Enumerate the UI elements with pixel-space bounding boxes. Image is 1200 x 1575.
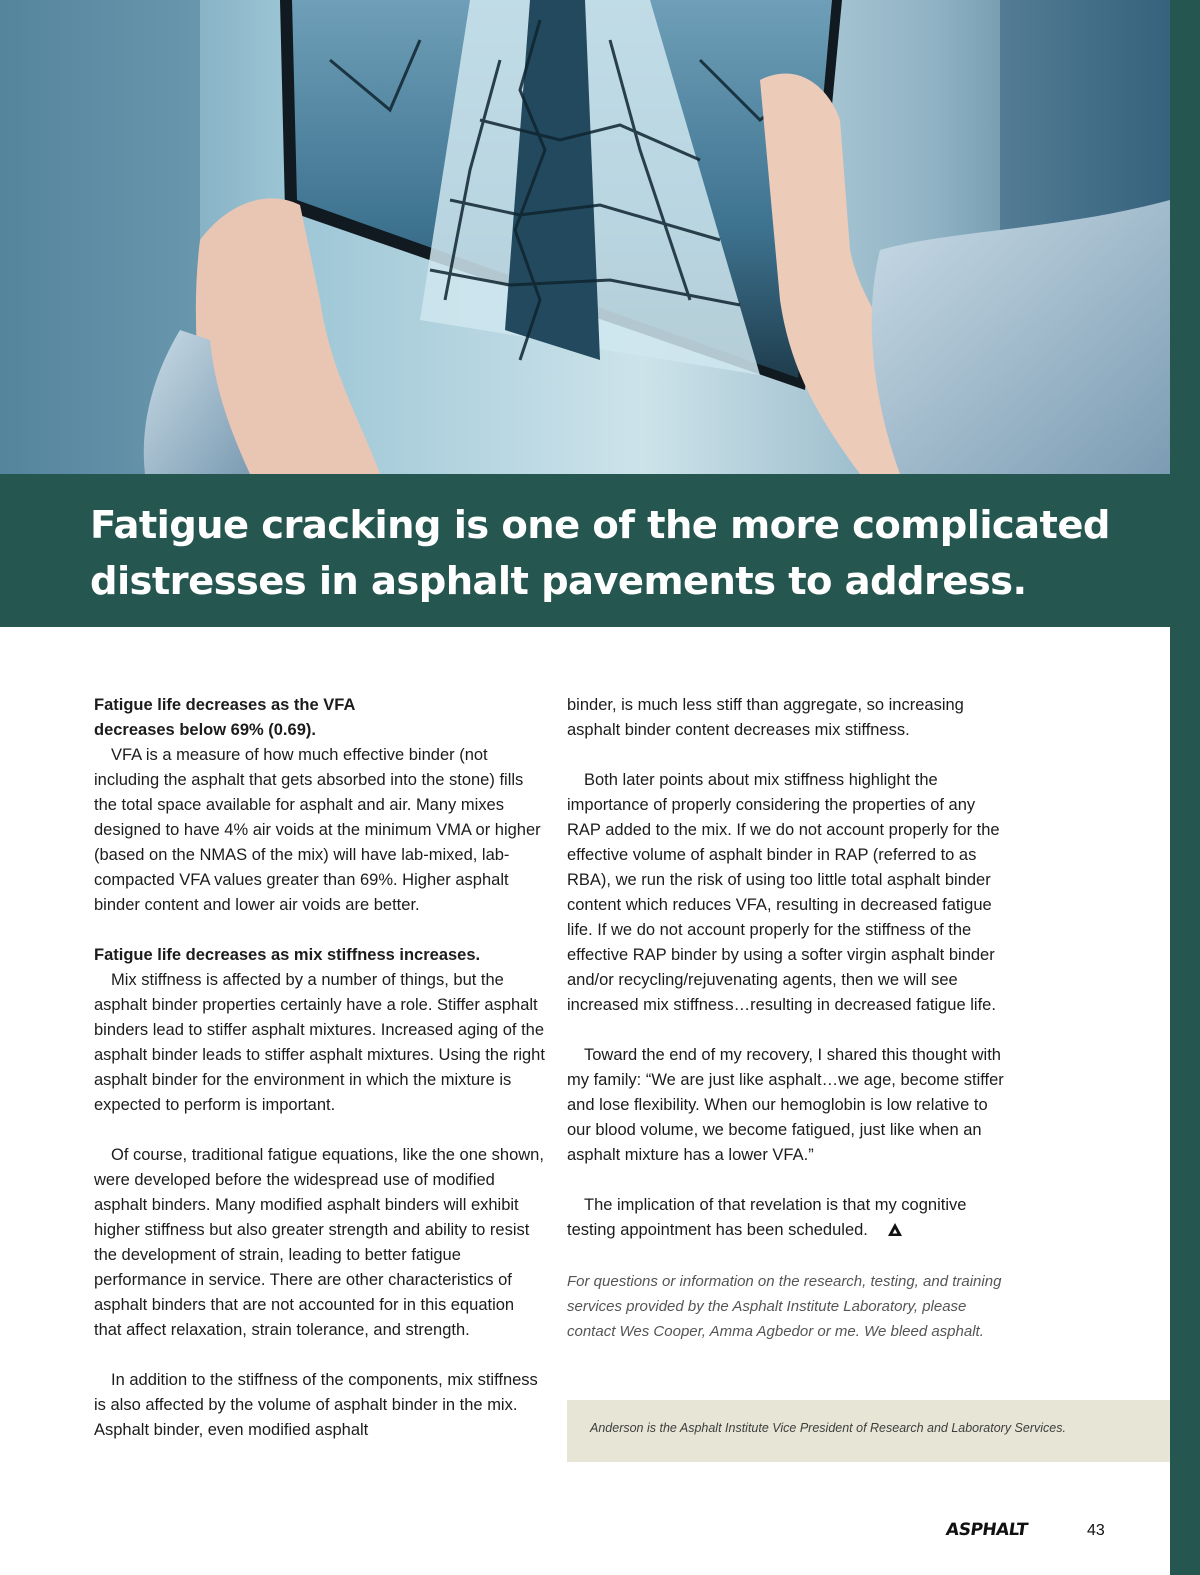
page-number: 43 <box>1087 1522 1105 1539</box>
section-heading-stiffness: Fatigue life decreases as mix stiffness increases. <box>94 946 481 964</box>
left-column <box>94 693 546 1443</box>
end-mark-icon <box>871 1219 902 1244</box>
pullquote-banner <box>0 474 1170 627</box>
paragraph-binder-continued: binder, is much less stiff than aggregate, so increasing asphalt binder content decreases mix stiffness. <box>567 696 964 739</box>
author-bio-box <box>567 1400 1170 1462</box>
side-accent-bar <box>1170 0 1200 1575</box>
section-heading-vfa <box>94 693 546 743</box>
hero-photo <box>0 0 1170 474</box>
paragraph-implication <box>567 1193 1007 1244</box>
heading-vfa-line-2: decreases below 69% (0.69). <box>94 721 316 739</box>
implication-text: The implication of that revelation is that my cognitive testing appointment has been scheduled. <box>567 1196 967 1239</box>
right-column <box>567 693 1007 1369</box>
pullquote-text <box>90 498 1170 610</box>
paragraph-fatigue-equations: Of course, traditional fatigue equations, like the one shown, were developed before the widespread use of modified asphalt binders. Many modified asphalt binders will exhibit higher stiffness but also greater strength and ability to resist the development of strain, leading to better fatigue performance in service. There are other characteristics of asphalt binders that are not accounted for in this equation that affect relaxation, strain tolerance, and strength. <box>94 1146 544 1339</box>
paragraph-vfa: VFA is a measure of how much effective binder (not including the asphalt that gets absorbed into the stone) fills the total space available for asphalt and air. Many mixes designed to have 4% air voids at the minimum VMA or higher (based on the NMAS of the mix) will have lab-mixed, lab-compacted VFA values greater than 69%. Higher asphalt binder content and lower air voids are better. <box>94 746 541 914</box>
author-bio-text: Anderson is the Asphalt Institute Vice President of Research and Laboratory Services. <box>590 1421 1066 1435</box>
paragraph-stiffness: Mix stiffness is affected by a number of things, but the asphalt binder properties certainly have a role. Stiffer asphalt binders lead to stiffer asphalt mixtures. Increased aging of the asphalt binder leads to stiffer asphalt mixtures. Using the right asphalt binder for the environment in which the mixture is expected to perform is important. <box>94 971 545 1114</box>
pullquote-line-1: Fatigue cracking is one of the more complicated <box>90 503 1110 548</box>
pullquote-line-2: distresses in asphalt pavements to address. <box>90 559 1027 604</box>
paragraph-recovery: Toward the end of my recovery, I shared this thought with my family: “We are just like asphalt…we age, become stiffer and lose flexibility. When our hemoglobin is low relative to our blood volume, we become fatigued, just like when an asphalt mixture has a lower VFA.” <box>567 1046 1004 1164</box>
paragraph-rap: Both later points about mix stiffness highlight the importance of properly considering the properties of any RAP added to the mix. If we do not account properly for the effective volume of asphalt binder in RAP (referred to as RBA), we run the risk of using too little total asphalt binder content which reduces VFA, resulting in decreased fatigue life. If we do not account properly for the stiffness of the effective RAP binder by using a softer virgin asphalt binder and/or recycling/rejuvenating agents, then we will see increased mix stiffness…resulting in decreased fatigue life. <box>567 771 1000 1014</box>
paragraph-binder-volume: In addition to the stiffness of the components, mix stiffness is also affected by the volume of asphalt binder in the mix. Asphalt binder, even modified asphalt <box>94 1371 538 1439</box>
magazine-logo: ASPHALT <box>944 1520 1029 1540</box>
heading-vfa-line-1: Fatigue life decreases as the VFA <box>94 696 356 714</box>
contact-note: For questions or information on the research, testing, and training services provided by the Asphalt Institute Laboratory, please contact Wes Cooper, Amma Agbedor or me. We bleed asphalt. <box>567 1273 1002 1340</box>
cracked-road-photo-icon <box>0 0 1170 474</box>
